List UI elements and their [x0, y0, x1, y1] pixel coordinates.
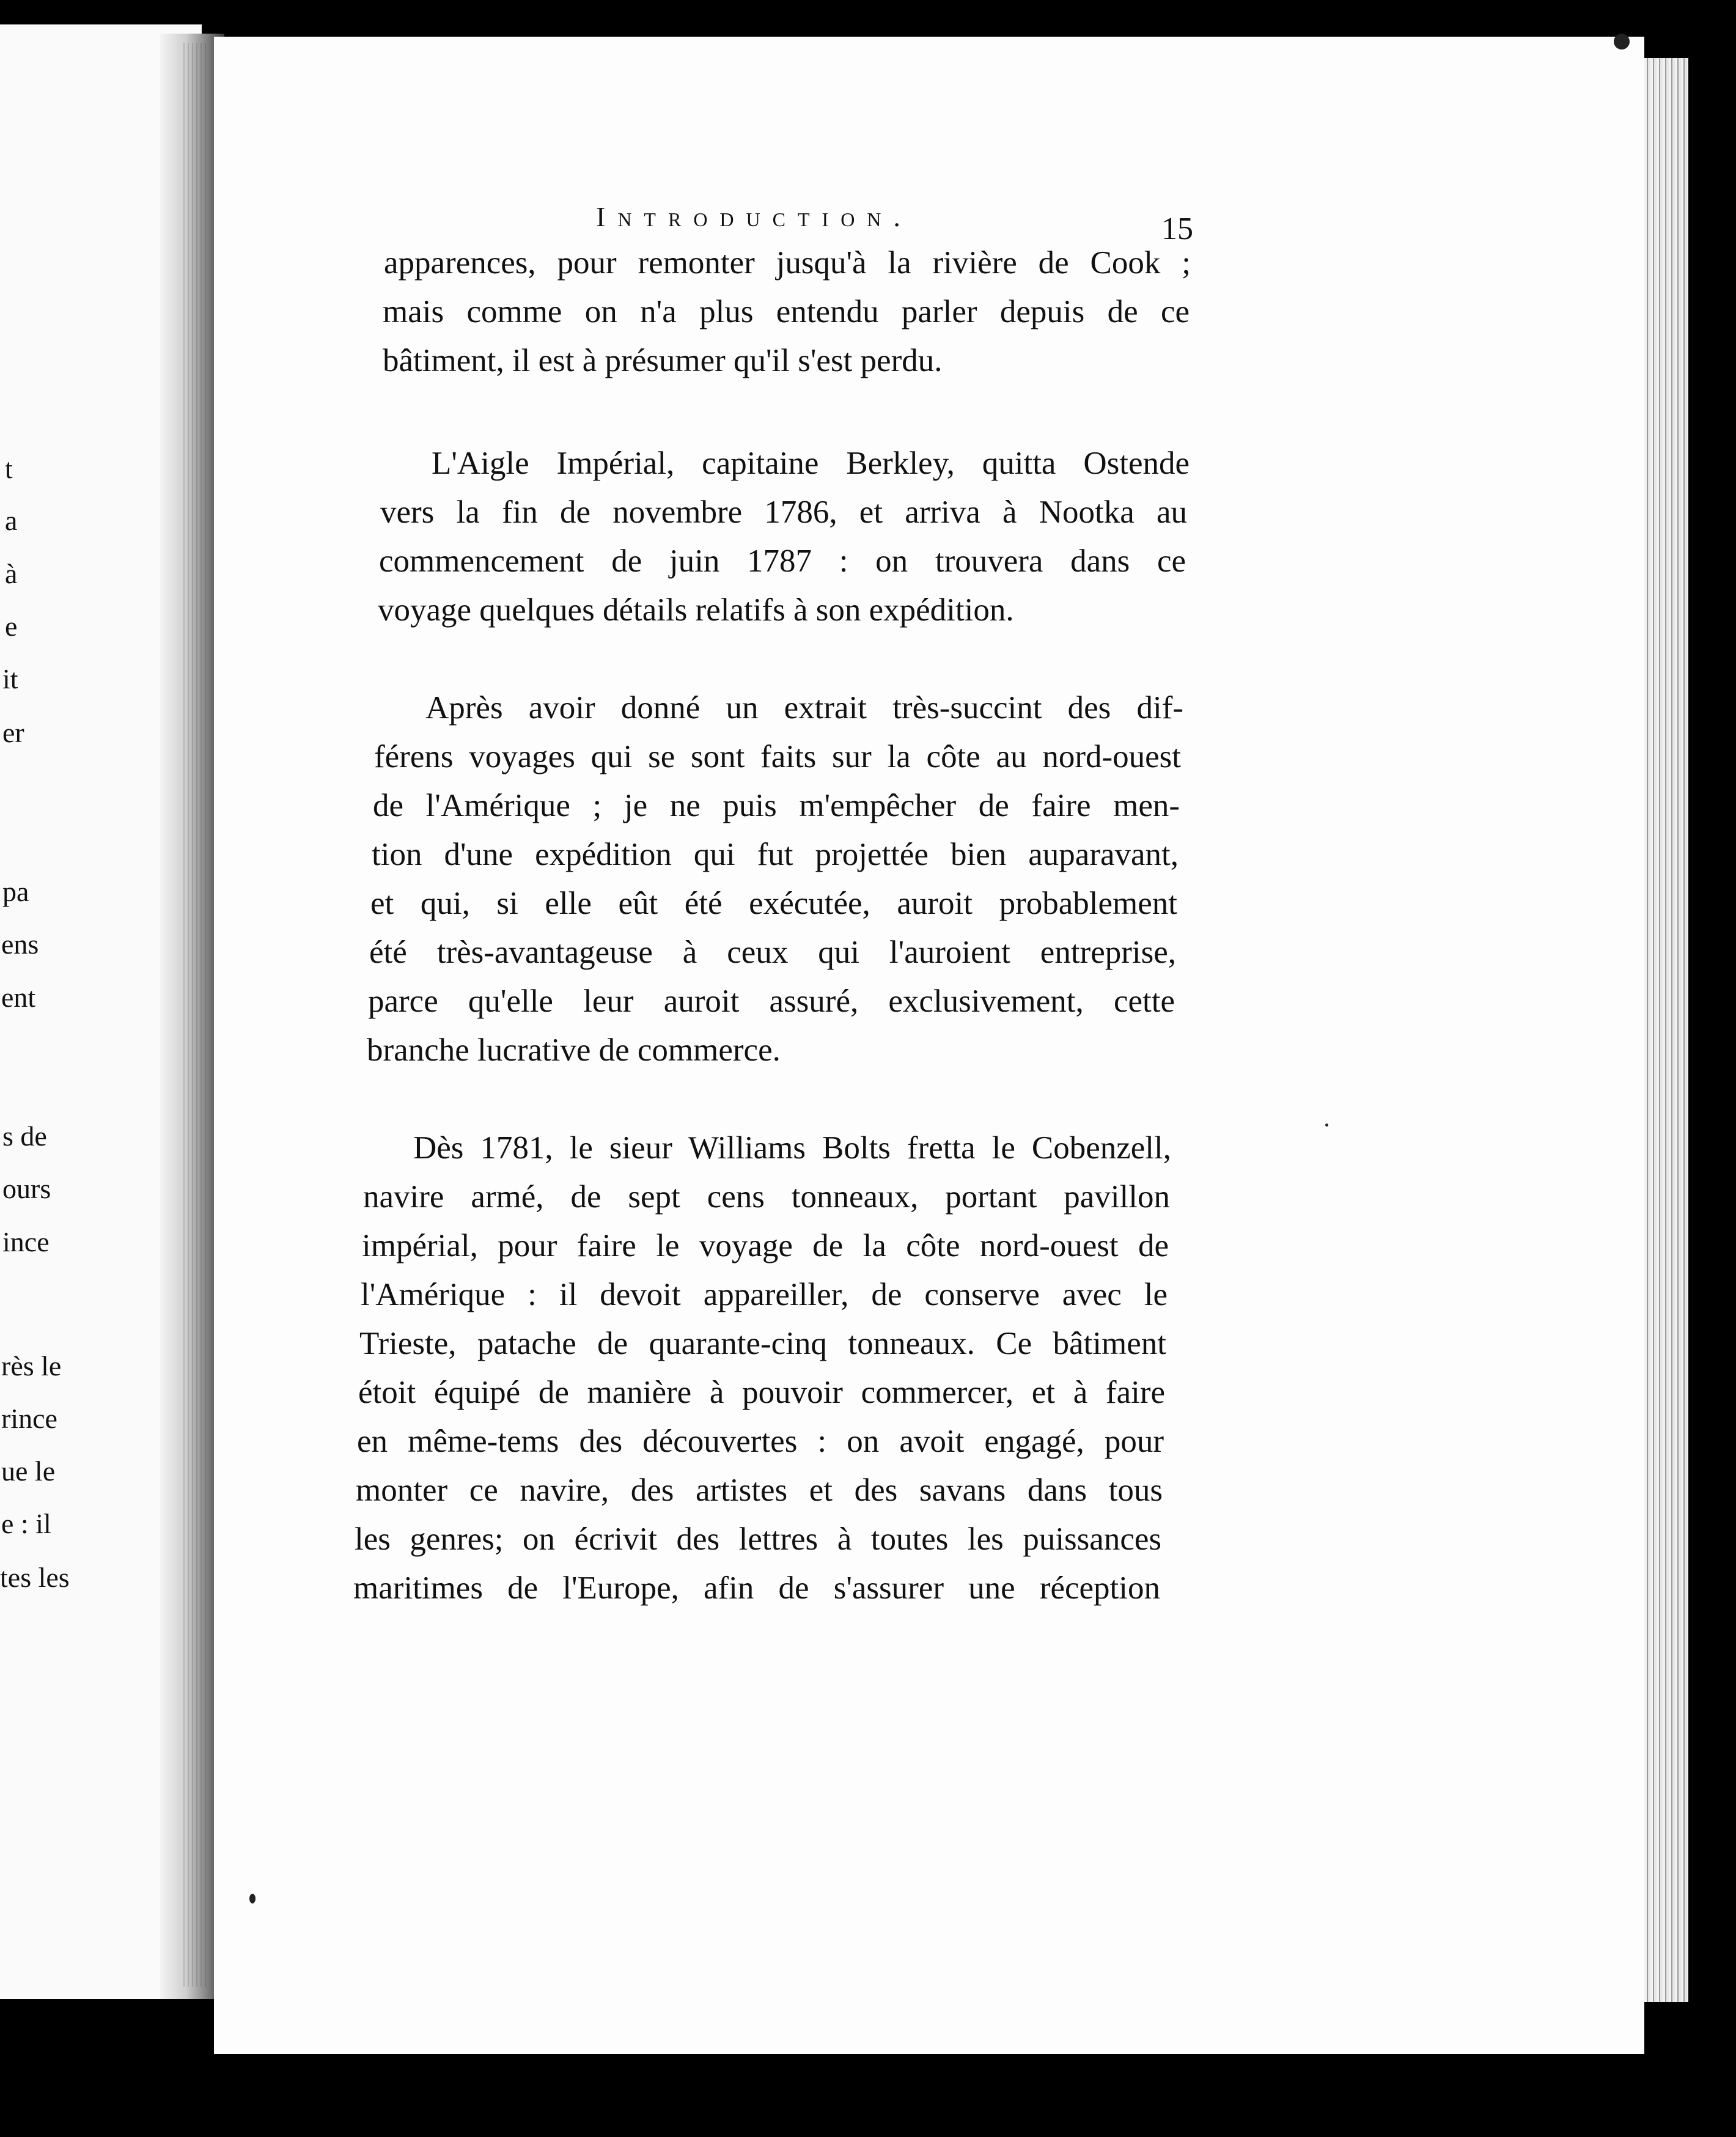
text-line: parce qu'elle leur auroit assuré, exclusivement, cette: [368, 984, 1175, 1019]
text-line: l'Amérique : il devoit appareiller, de conserve avec le: [361, 1277, 1168, 1312]
text-line: Après avoir donné un extrait très-succint des dif-: [425, 690, 1183, 726]
text-line: tion d'une expédition qui fut projettée bien auparavant,: [372, 837, 1179, 872]
scan-speck: [249, 1894, 256, 1903]
text-line: les genres; on écrivit des lettres à toutes les puissances: [355, 1521, 1161, 1557]
left-page-fragment: ue le: [1, 1455, 56, 1487]
text-line: vers la fin de novembre 1786, et arriva à Nootka au: [380, 495, 1187, 530]
text-line: navire armé, de sept cens tonneaux, portant pavillon: [363, 1179, 1170, 1215]
text-line: en même-tems des découvertes : on avoit engagé, pour: [357, 1424, 1164, 1459]
left-page-fragment: e : il: [1, 1508, 51, 1539]
left-page-fragment: t: [5, 453, 13, 484]
left-page-fragment: rès le: [1, 1350, 62, 1381]
text-line: et qui, si elle eût été exécutée, auroit probablement: [370, 886, 1177, 921]
text-line: maritimes de l'Europe, afin de s'assurer une réception: [353, 1570, 1160, 1606]
left-page-fragment: rince: [1, 1403, 57, 1434]
scan-speck: [1325, 1124, 1328, 1127]
left-page-fragment: e: [5, 611, 18, 642]
text-line: étoit équipé de manière à pouvoir commercer, et à faire: [358, 1375, 1165, 1410]
right-page-edge: [1644, 58, 1688, 2002]
text-line: voyage quelques détails relatifs à son expédition.: [378, 592, 1014, 628]
running-head: Introduction.: [596, 201, 913, 232]
left-page-fragment: à: [5, 558, 18, 589]
text-line: Trieste, patache de quarante-cinq tonneaux. Ce bâtiment: [359, 1326, 1166, 1361]
page-number: 15: [1161, 211, 1193, 246]
left-page-fragment: ours: [2, 1173, 51, 1204]
scan-speck: [1614, 34, 1630, 50]
left-page-edge: [183, 43, 208, 1987]
left-page-fragment: it: [2, 663, 18, 694]
text-line: monter ce navire, des artistes et des savans dans tous: [356, 1473, 1163, 1508]
left-page-fragment: s de: [2, 1120, 47, 1152]
left-page-fragment: ent: [1, 982, 36, 1013]
text-line: bâtiment, il est à présumer qu'il s'est perdu.: [383, 343, 943, 378]
left-page-fragment: pa: [2, 876, 29, 907]
text-line: mais comme on n'a plus entendu parler depuis de ce: [383, 294, 1190, 329]
left-page-fragment: ens: [1, 929, 39, 960]
text-line: férens voyages qui se sont faits sur la côte au nord-ouest: [374, 739, 1181, 774]
text-line: Dès 1781, le sieur Williams Bolts fretta le Cobenzell,: [413, 1130, 1171, 1166]
text-line: L'Aigle Impérial, capitaine Berkley, quitta Ostende: [432, 446, 1190, 481]
text-line: de l'Amérique ; je ne puis m'empêcher de faire men-: [373, 788, 1180, 823]
left-page-fragment: tes les: [0, 1562, 70, 1593]
left-page-fragment: a: [5, 505, 18, 536]
text-line: commencement de juin 1787 : on trouvera dans ce: [379, 543, 1186, 579]
text-line: apparences, pour remonter jusqu'à la rivière de Cook ;: [384, 245, 1191, 281]
text-line: été très-avantageuse à ceux qui l'auroient entreprise,: [369, 935, 1176, 970]
text-line: branche lucrative de commerce.: [367, 1032, 781, 1068]
text-line: impérial, pour faire le voyage de la côte nord-ouest de: [362, 1228, 1169, 1263]
left-page-fragment: ince: [2, 1226, 50, 1257]
left-page-fragment: er: [2, 717, 24, 748]
